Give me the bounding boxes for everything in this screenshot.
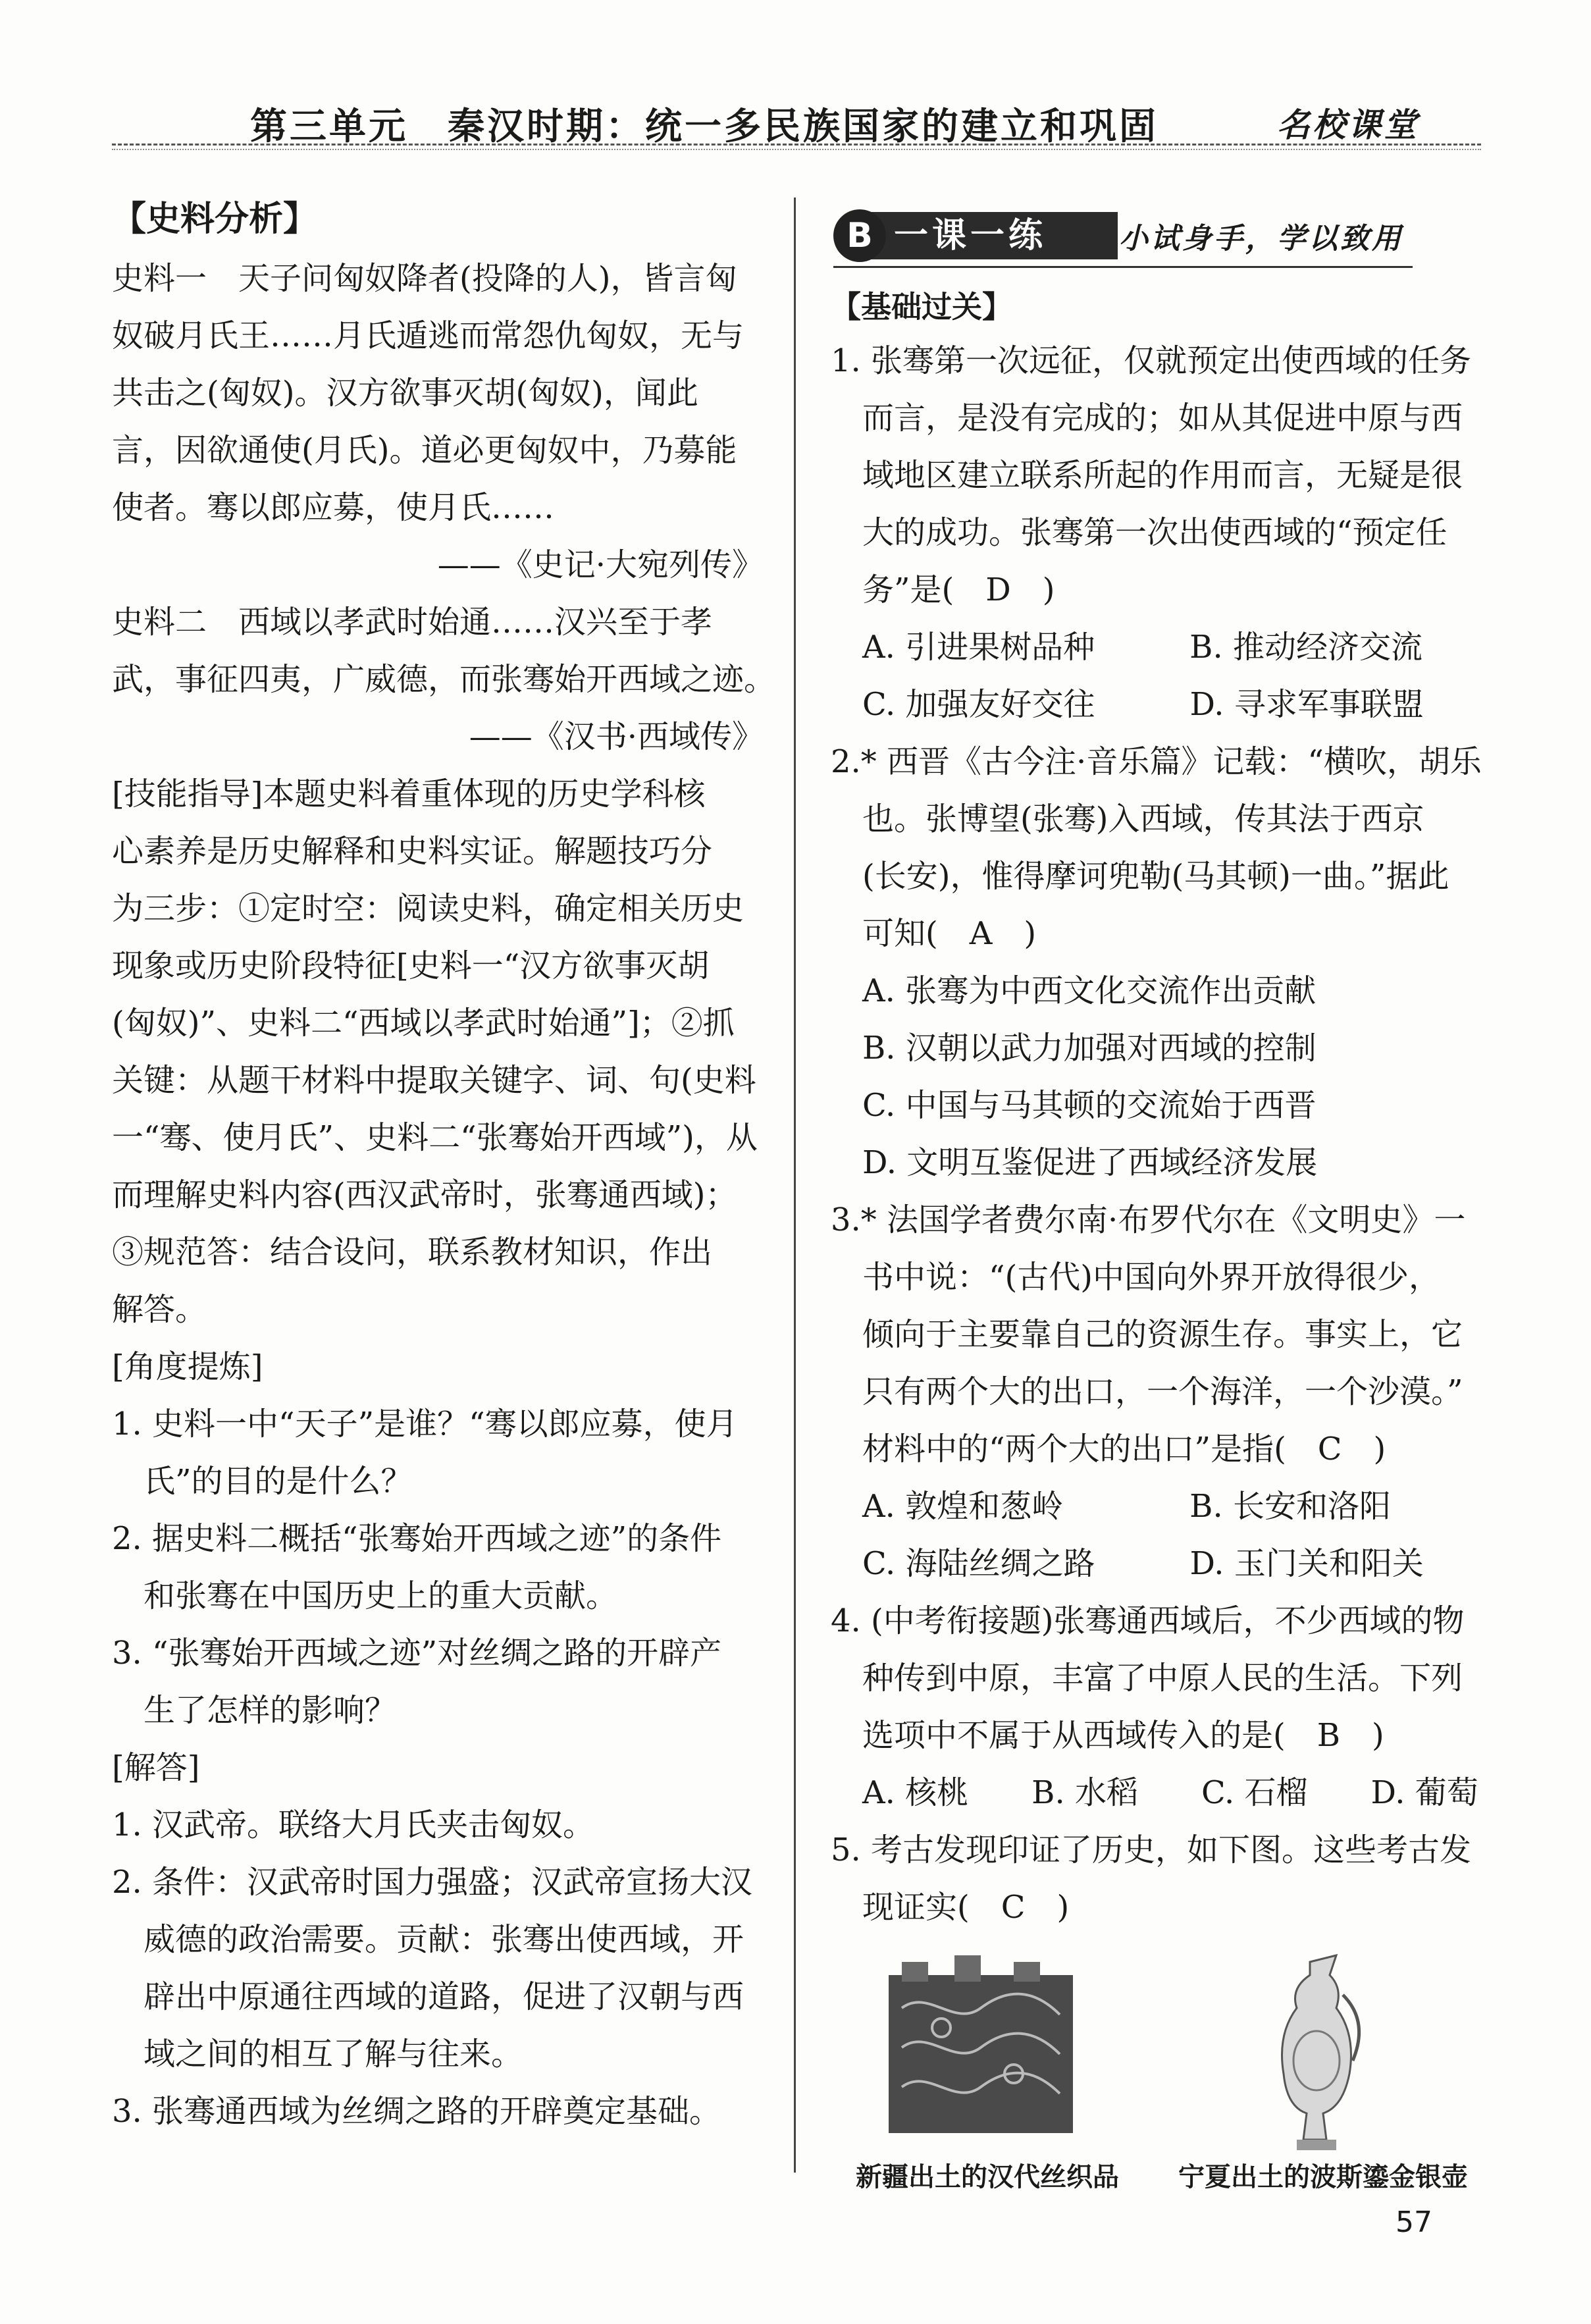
question-line: 也。张博望(张骞)入西域，传其法于西京 <box>831 801 1424 837</box>
left-text-line: 威德的政治需要。贡献：张骞出使西域，开 <box>112 1921 744 1958</box>
question-line: (长安)，惟得摩诃兜勒(马其顿)一曲。”据此 <box>831 858 1449 895</box>
left-text-line: 一“骞、使月氏”、史料二“张骞始开西域”)，从 <box>112 1119 758 1156</box>
right-column-text <box>831 332 1489 1936</box>
basic-section-heading: 【基础过关】 <box>831 289 1012 325</box>
header-rule-dotted <box>112 149 1481 150</box>
left-text-line: ——《史记·大宛列传》 <box>437 546 764 583</box>
left-text-line: 2. 据史料二概括“张骞始开西域之迹”的条件 <box>112 1520 722 1557</box>
question-line: B. 汉朝以武力加强对西域的控制 <box>831 1030 1317 1067</box>
left-text-line: 共击之(匈奴)。汉方欲事灭胡(匈奴)，闻此 <box>112 375 698 411</box>
question-line: 务”是( D ) <box>831 571 1055 608</box>
question-line: 2.* 西晋《古今注·音乐篇》记载：“横吹，胡乐 <box>831 743 1482 780</box>
left-text-line: 解答。 <box>112 1291 207 1328</box>
question-line: 可知( A ) <box>831 915 1037 952</box>
practice-slogan: 小试身手，学以致用 <box>1119 222 1403 255</box>
left-heading: 【史料分析】 <box>112 199 318 239</box>
question-line: 选项中不属于从西域传入的是( B ) <box>831 1717 1384 1754</box>
left-text-line: [解答] <box>112 1749 200 1786</box>
left-text-line: 域之间的相互了解与往来。 <box>112 2036 523 2073</box>
column-divider <box>794 198 796 2173</box>
left-text-line: 心素养是历史解释和史料实证。解题技巧分 <box>112 833 713 870</box>
question-line: 材料中的“两个大的出口”是指( C ) <box>831 1431 1386 1467</box>
question-line: 只有两个大的出口，一个海洋，一个沙漠。” <box>831 1373 1463 1410</box>
left-text-line: (匈奴)”、史料二“西域以孝武时始通”]；②抓 <box>112 1005 735 1042</box>
left-text-line: 使者。骞以郎应募，使月氏…… <box>112 489 555 526</box>
left-text-line: 史料一 天子问匈奴降者(投降的人)，皆言匈 <box>112 260 737 297</box>
left-text-line: 和张骞在中国历史上的重大贡献。 <box>112 1577 618 1614</box>
question-line: C. 海陆丝绸之路 D. 玉门关和阳关 <box>831 1545 1424 1582</box>
question-line: C. 加强友好交往 D. 寻求军事联盟 <box>831 686 1424 723</box>
question-line: D. 文明互鉴促进了西域经济发展 <box>831 1144 1318 1181</box>
left-text-line: 2. 条件：汉武帝时国力强盛；汉武帝宣扬大汉 <box>112 1864 753 1901</box>
question-line: 书中说：“(古代)中国向外界开放得很少， <box>831 1259 1440 1296</box>
left-text-line: 而理解史料内容(西汉武帝时，张骞通西域)； <box>112 1176 737 1213</box>
question-line: 种传到中原，丰富了中原人民的生活。下列 <box>831 1660 1463 1697</box>
header-brand: 名校课堂 <box>1277 106 1419 144</box>
left-text-line: 史料二 西域以孝武时始通……汉兴至于孝 <box>112 604 713 641</box>
practice-banner: 一课一练 <box>868 212 1118 259</box>
question-line: C. 中国与马其顿的交流始于西晋 <box>831 1087 1317 1124</box>
left-text-line: 为三步：①定时空：阅读史料，确定相关历史 <box>112 890 744 927</box>
page-number: 57 <box>1395 2205 1432 2239</box>
question-line: 现证实( C ) <box>831 1889 1070 1926</box>
left-text-line: 武，事征四夷，广威德，而张骞始开西域之迹。 <box>112 661 776 698</box>
question-line: 倾向于主要靠自己的资源生存。事实上，它 <box>831 1316 1463 1353</box>
left-text-line: 3. 张骞通西域为丝绸之路的开辟奠定基础。 <box>112 2093 721 2130</box>
banner-underline <box>833 266 1413 268</box>
question-line: 域地区建立联系所起的作用而言，无疑是很 <box>831 457 1463 494</box>
left-text-line: 1. 史料一中“天子”是谁？“骞以郎应募，使月 <box>112 1406 738 1442</box>
left-text-line: ③规范答：结合设问，联系教材知识，作出 <box>112 1234 713 1271</box>
question-line: 1. 张骞第一次远征，仅就预定出使西域的任务 <box>831 342 1472 379</box>
caption-ewer: 宁夏出土的波斯鎏金银壶 <box>1178 2162 1468 2192</box>
left-text-line: 关键：从题干材料中提取关键字、词、句(史料 <box>112 1062 756 1099</box>
silk-textile-image <box>882 1949 1080 2146</box>
left-text-line: 3. “张骞始开西域之迹”对丝绸之路的开辟产 <box>112 1635 722 1672</box>
question-line: A. 引进果树品种 B. 推动经济交流 <box>831 629 1422 666</box>
header-title: 第三单元 秦汉时期：统一多民族国家的建立和巩固 <box>250 105 1159 148</box>
left-text-line: [技能指导]本题史料着重体现的历史学科核 <box>112 776 706 812</box>
header-rule <box>112 144 1481 145</box>
left-text-line: 氏”的目的是什么？ <box>112 1463 413 1500</box>
question-line: 3.* 法国学者费尔南·布罗代尔在《文明史》一 <box>831 1202 1466 1238</box>
left-text-line: 1. 汉武帝。联络大月氏夹击匈奴。 <box>112 1807 595 1843</box>
left-text-line: [角度提炼] <box>112 1348 263 1385</box>
question-line: A. 敦煌和葱岭 B. 长安和洛阳 <box>831 1488 1391 1525</box>
question-line: 5. 考古发现印证了历史，如下图。这些考古发 <box>831 1832 1472 1868</box>
question-line: A. 张骞为中西文化交流作出贡献 <box>831 972 1317 1009</box>
left-column-text <box>112 250 776 2140</box>
left-text-line: 现象或历史阶段特征[史料一“汉方欲事灭胡 <box>112 947 710 984</box>
question-line: 大的成功。张骞第一次出使西域的“预定任 <box>831 514 1448 551</box>
question-line: A. 核桃 B. 水稻 C. 石榴 D. 葡萄 <box>831 1774 1478 1811</box>
left-text-line: 辟出中原通往西域的道路，促进了汉朝与西 <box>112 1978 744 2015</box>
left-text-line: ——《汉书·西域传》 <box>469 718 764 755</box>
persian-ewer-image <box>1264 1949 1369 2159</box>
left-text-line: 生了怎样的影响？ <box>112 1692 397 1729</box>
question-line: 4. (中考衔接题)张骞通西域后，不少西域的物 <box>831 1602 1465 1639</box>
caption-textile: 新疆出土的汉代丝织品 <box>856 2162 1119 2192</box>
question-line: 而言，是没有完成的；如从其促进中原与西 <box>831 400 1463 436</box>
left-text-line: 奴破月氏王……月氏遁逃而常怨仇匈奴，无与 <box>112 317 744 354</box>
section-badge: B <box>833 209 886 262</box>
left-text-line: 言，因欲通使(月氏)。道必更匈奴中，乃募能 <box>112 432 737 469</box>
